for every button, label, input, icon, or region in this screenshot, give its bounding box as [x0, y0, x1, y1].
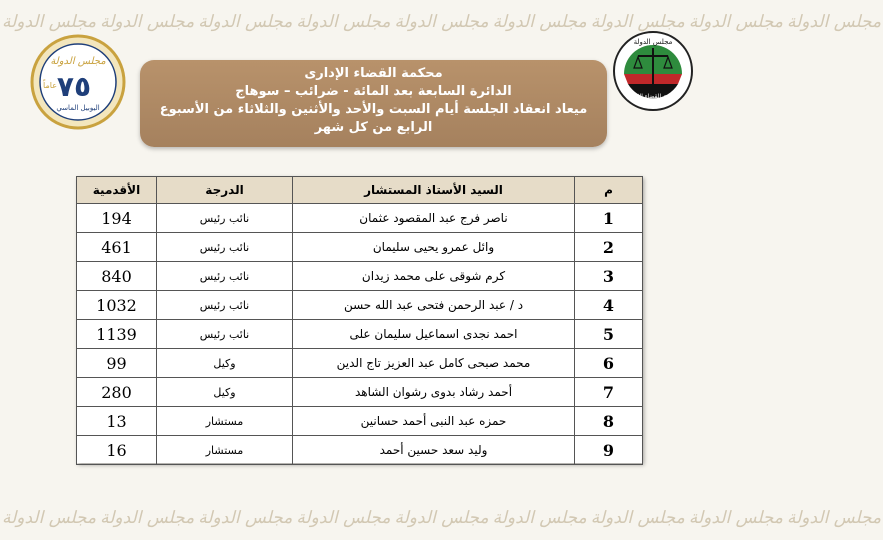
row-num: 1 [575, 204, 643, 233]
table-header-row [77, 177, 643, 204]
row-rank: نائب رئيس [157, 262, 293, 291]
judges-table [76, 176, 643, 465]
row-seniority: 16 [77, 436, 157, 465]
row-rank: مستشار [157, 436, 293, 465]
pattern-text: مجلس الدولة [590, 508, 685, 528]
session-schedule: ميعاد انعقاد الجلسة أيام السبت والأحد والأثنين والثلاثاء من الأسبوع الرابع من كل شهر [159, 102, 588, 135]
row-name: محمد صبحى كامل عبد العزيز تاج الدين [293, 349, 575, 378]
judges-table-container [76, 176, 642, 463]
row-seniority: 840 [77, 262, 157, 291]
table-row [77, 291, 643, 320]
row-name: د / عبد الرحمن فتحى عبد الله حسن [293, 291, 575, 320]
row-rank: نائب رئيس [157, 233, 293, 262]
pattern-text: مجلس الدولة [296, 12, 391, 32]
row-seniority: 99 [77, 349, 157, 378]
table-row [77, 436, 643, 465]
row-num: 8 [575, 407, 643, 436]
header-seniority: الأقدمية [77, 177, 157, 204]
table-row [77, 262, 643, 291]
seal-jubilee: اليوبيل الماسي [56, 104, 100, 112]
table-row [77, 204, 643, 233]
header-name: السيد الأستاذ المستشار [293, 177, 575, 204]
bottom-decorative-pattern [0, 496, 882, 540]
row-name: احمد نجدى اسماعيل سليمان على [293, 320, 575, 349]
header-rank: الدرجة [157, 177, 293, 204]
pattern-text: مجلس الدولة [296, 508, 391, 528]
row-rank: وكيل [157, 349, 293, 378]
table-row [77, 233, 643, 262]
logo-title: مجلس الدولة [633, 38, 673, 46]
pattern-text: مجلس الدولة [492, 508, 587, 528]
row-rank: نائب رئيس [157, 291, 293, 320]
row-name: حمزه عبد النبى أحمد حسانين [293, 407, 575, 436]
row-name: ناصر فرج عبد المقصود عثمان [293, 204, 575, 233]
row-rank: وكيل [157, 378, 293, 407]
pattern-text: مجلس الدولة [590, 12, 685, 32]
pattern-text: مجلس الدولة [394, 12, 489, 32]
pattern-text: مجلس الدولة [394, 508, 489, 528]
pattern-text: مجلس الدولة [492, 12, 587, 32]
pattern-text: مجلس الدولة [198, 508, 293, 528]
court-name: محكمة القضاء الإدارى [304, 66, 443, 81]
row-seniority: 280 [77, 378, 157, 407]
row-num: 7 [575, 378, 643, 407]
pattern-text: مجلس الدولة [787, 508, 882, 528]
pattern-text: مجلس الدولة [100, 508, 195, 528]
row-name: وليد سعد حسين أحمد [293, 436, 575, 465]
logo-subtitle: محكمة القضاء الإداري [625, 93, 681, 100]
row-name: أحمد رشاد بدوى رشوان الشاهد [293, 378, 575, 407]
court-header [140, 60, 607, 147]
jubilee-seal [30, 34, 126, 130]
table-row [77, 378, 643, 407]
table-row [77, 349, 643, 378]
row-name: كرم شوقى على محمد زيدان [293, 262, 575, 291]
pattern-text: مجلس الدولة [2, 12, 97, 32]
table-row [77, 320, 643, 349]
pattern-text: مجلس الدولة [100, 12, 195, 32]
row-num: 3 [575, 262, 643, 291]
header-num: م [575, 177, 643, 204]
row-rank: نائب رئيس [157, 204, 293, 233]
row-seniority: 1032 [77, 291, 157, 320]
circuit-name: الدائرة السابعة بعد المائة - ضرائب – سوهاج [235, 84, 512, 99]
row-num: 5 [575, 320, 643, 349]
row-seniority: 13 [77, 407, 157, 436]
seal-title: مجلس الدولة [50, 56, 106, 67]
seal-number: ٧٥ [56, 70, 92, 103]
pattern-text: مجلس الدولة [688, 12, 783, 32]
row-seniority: 461 [77, 233, 157, 262]
row-num: 2 [575, 233, 643, 262]
row-rank: مستشار [157, 407, 293, 436]
row-seniority: 194 [77, 204, 157, 233]
row-num: 6 [575, 349, 643, 378]
row-num: 4 [575, 291, 643, 320]
pattern-text: مجلس الدولة [198, 12, 293, 32]
seal-years: عاماً [43, 81, 57, 90]
row-num: 9 [575, 436, 643, 465]
scales-of-justice-icon [612, 30, 694, 112]
pattern-text: مجلس الدولة [787, 12, 882, 32]
council-logo [612, 30, 694, 112]
row-seniority: 1139 [77, 320, 157, 349]
table-row [77, 407, 643, 436]
row-rank: نائب رئيس [157, 320, 293, 349]
row-name: وائل عمرو يحيى سليمان [293, 233, 575, 262]
jubilee-seal-graphic [30, 34, 126, 130]
pattern-text: مجلس الدولة [2, 508, 97, 528]
pattern-text: مجلس الدولة [688, 508, 783, 528]
